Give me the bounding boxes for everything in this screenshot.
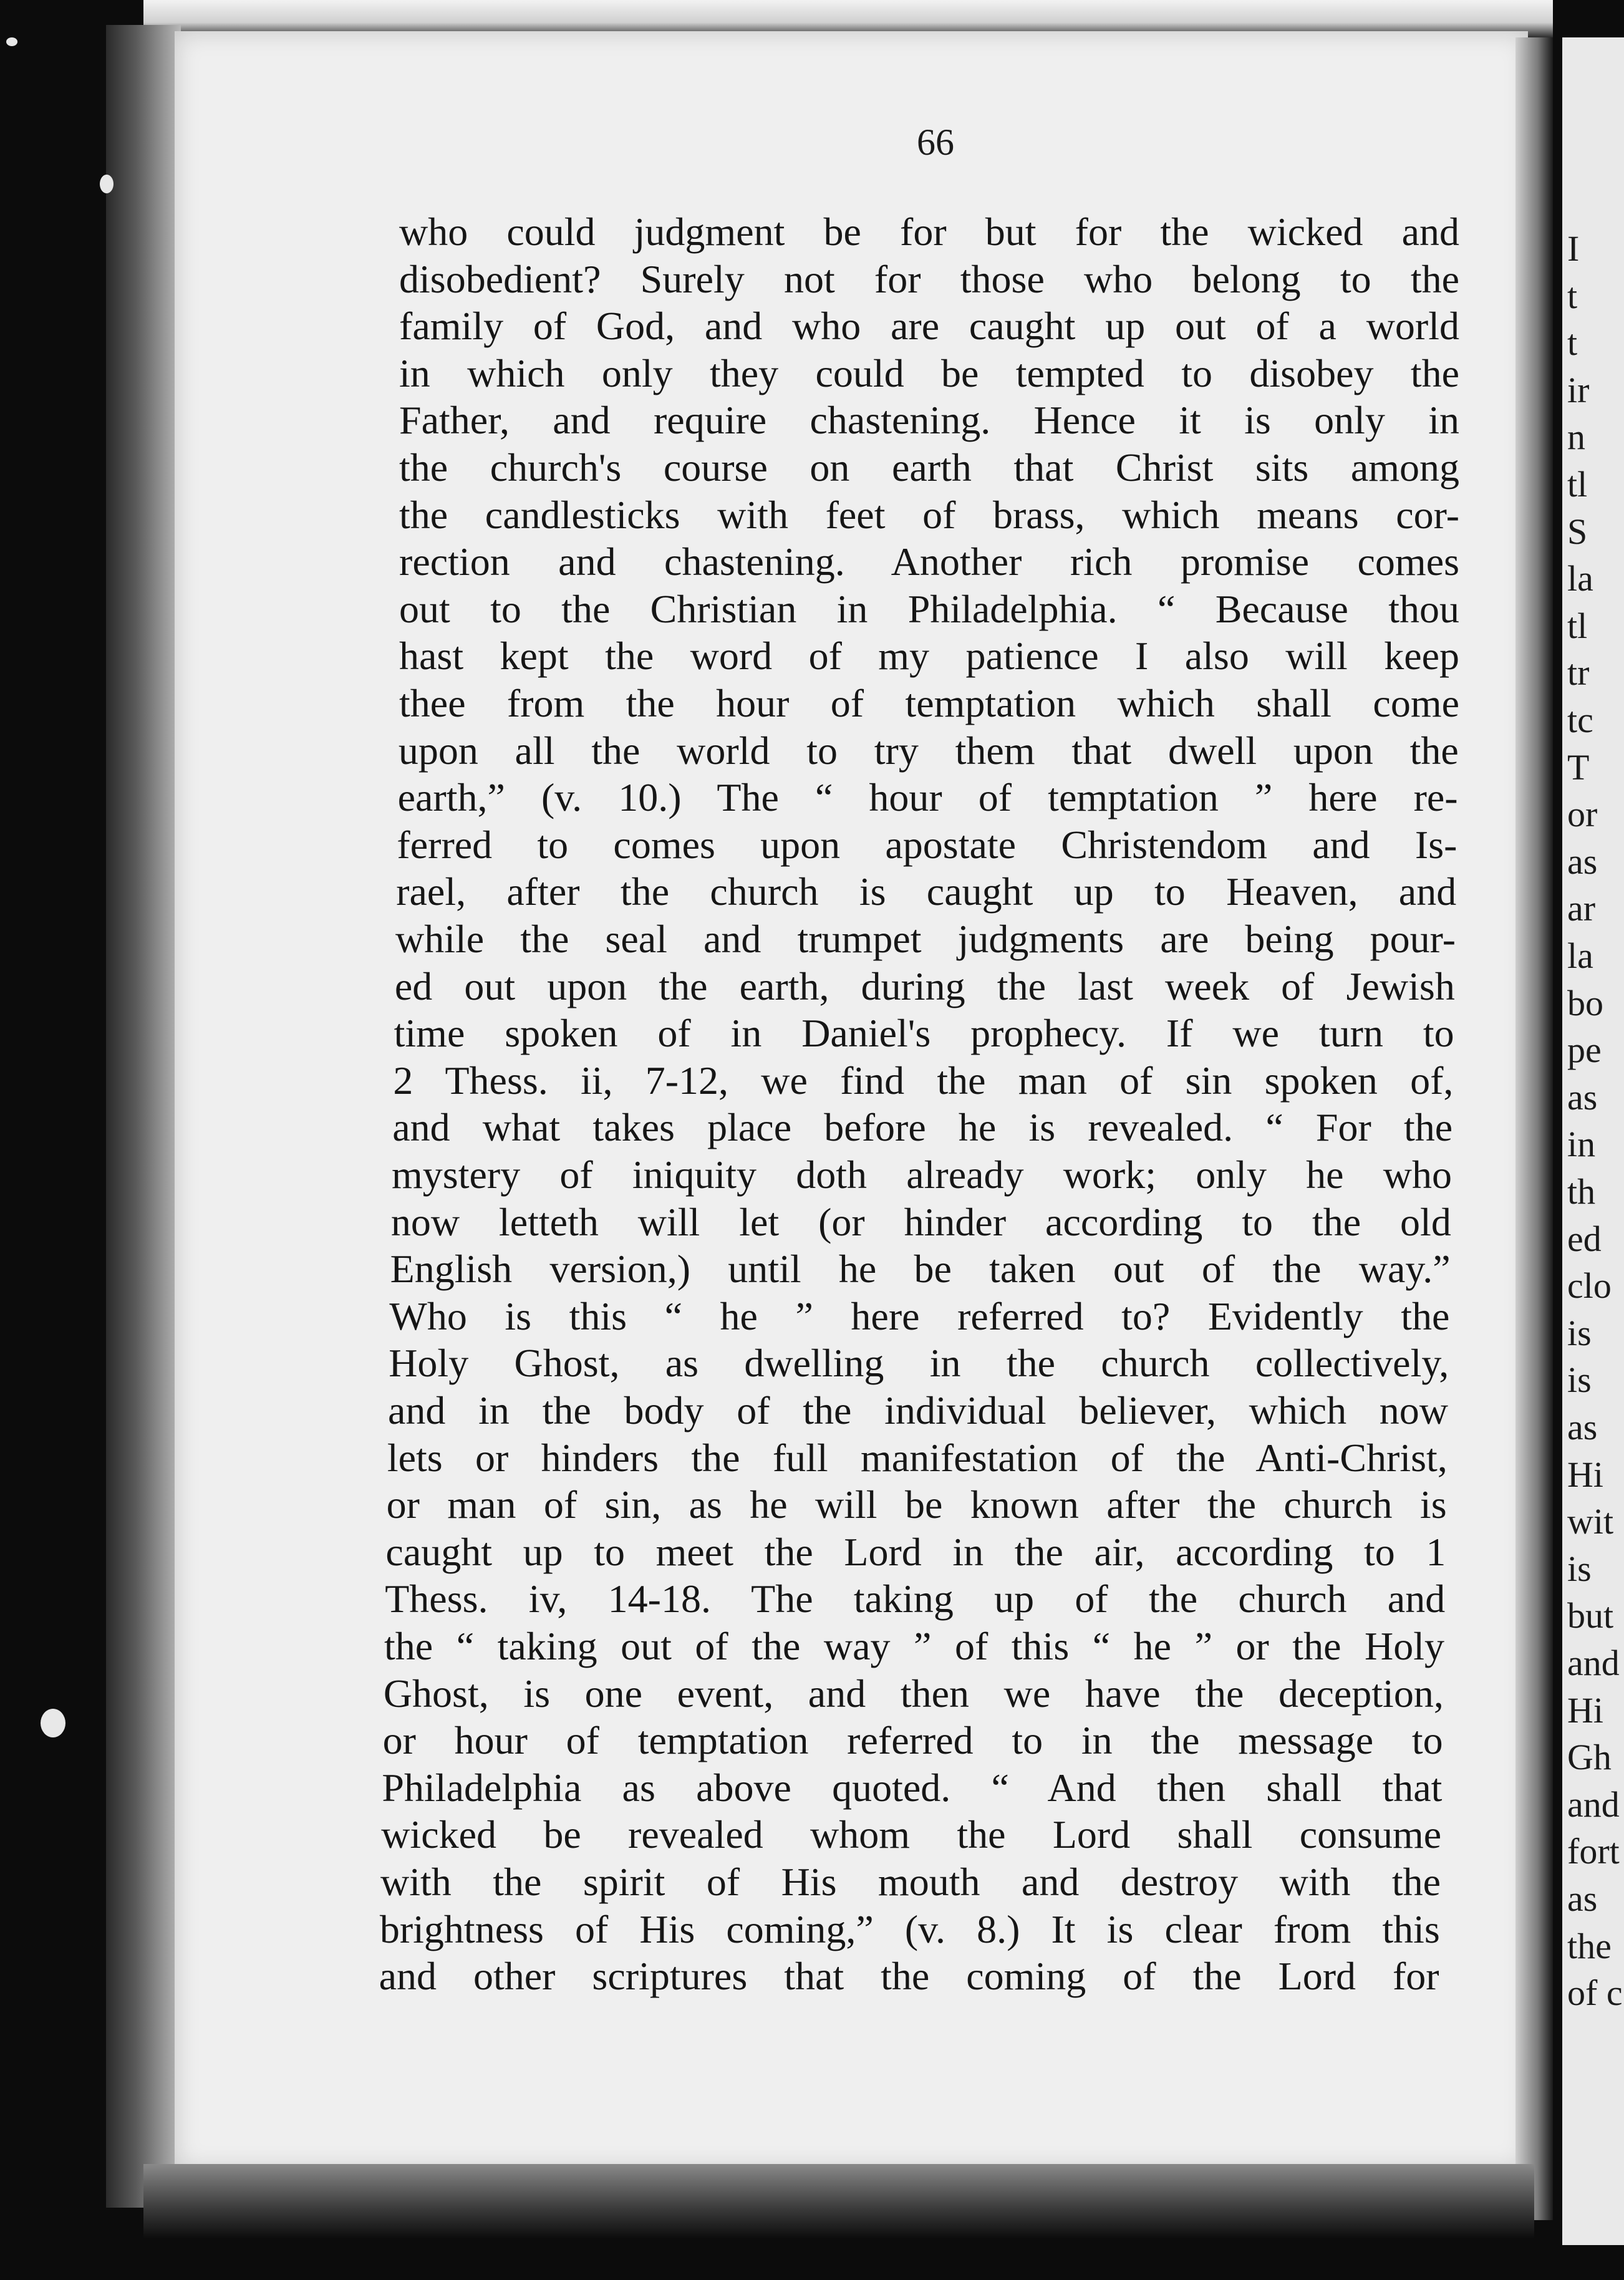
facing-text-fragment: as: [1567, 1878, 1598, 1919]
text-line: time spoken of in Daniel's prophecy. If we turn to: [394, 1011, 1454, 1056]
facing-text-fragment: t: [1567, 275, 1578, 316]
text-line: rael, after the church is caught up to Heaven, and: [396, 869, 1457, 914]
facing-text-fragment: n: [1567, 417, 1585, 458]
facing-text-fragment: is: [1567, 1548, 1592, 1589]
bottom-page-shadow: [143, 2164, 1534, 2239]
facing-text-fragment: or: [1567, 794, 1598, 835]
facing-text-fragment: as: [1567, 841, 1598, 882]
facing-text-fragment: S: [1567, 511, 1588, 552]
scan-speck: [41, 1709, 65, 1737]
facing-text-fragment: as: [1567, 1407, 1598, 1447]
facing-text-fragment: of c: [1567, 1973, 1623, 2014]
facing-text-fragment: Hi: [1567, 1454, 1603, 1495]
text-line: disobedient? Surely not for those who belong to the: [399, 256, 1459, 301]
text-line: mystery of iniquity doth already work; only he who: [392, 1152, 1452, 1197]
text-line: or hour of temptation referred to in the message to: [382, 1718, 1443, 1763]
facing-text-fragment: pe: [1567, 1030, 1602, 1071]
facing-text-fragment: t: [1567, 322, 1578, 364]
facing-text-fragment: T: [1567, 746, 1590, 788]
text-line: with the spirit of His mouth and destroy with the: [380, 1860, 1441, 1904]
facing-text-fragment: and: [1567, 1784, 1620, 1825]
facing-text-fragment: la: [1567, 558, 1593, 599]
text-line: Who is this “ he ” here referred to? Evidently the: [389, 1293, 1450, 1338]
text-line: Ghost, is one event, and then we have the deception,: [383, 1671, 1444, 1716]
left-book-edge: [106, 25, 181, 2208]
text-line: in which only they could be tempted to disobey the: [399, 350, 1459, 395]
text-line: and what takes place before he is revealed. “ For the: [392, 1105, 1453, 1150]
text-line: ed out upon the earth, during the last week of Jewish: [394, 964, 1455, 1008]
page-gutter-shadow: [1515, 37, 1553, 2220]
facing-text-fragment: in: [1567, 1124, 1596, 1165]
scan-speck: [100, 175, 114, 193]
text-line: Father, and require chastening. Hence it is only in: [399, 398, 1459, 443]
text-line: out to the Christian in Philadelphia. “ Because thou: [399, 586, 1459, 631]
facing-text-fragment: is: [1567, 1312, 1592, 1353]
text-line: upon all the world to try them that dwell upon the: [398, 728, 1459, 773]
facing-text-fragment: ir: [1567, 369, 1590, 410]
text-line: thee from the hour of temptation which shall come: [399, 681, 1459, 725]
text-line: hast kept the word of my patience I also will keep: [399, 634, 1459, 679]
text-line: brightness of His coming,” (v. 8.) It is clear from this: [379, 1906, 1440, 1951]
facing-text-fragment: the: [1567, 1925, 1612, 1966]
facing-text-fragment: clo: [1567, 1265, 1612, 1307]
facing-text-fragment: la: [1567, 935, 1593, 976]
facing-text-fragment: is: [1567, 1360, 1592, 1401]
text-line: Philadelphia as above quoted. “ And then shall that: [382, 1765, 1443, 1810]
facing-text-fragment: ed: [1567, 1218, 1602, 1259]
text-line: while the seal and trumpet judgments are being pour-: [395, 917, 1456, 961]
text-line: who could judgment be for but for the wicked and: [399, 210, 1459, 254]
text-line: lets or hinders the full manifestation of the Anti-Christ,: [387, 1435, 1448, 1480]
text-line: caught up to meet the Lord in the air, according to 1: [385, 1529, 1446, 1574]
text-line: 2 Thess. ii, 7-12, we find the man of sin spoken of,: [393, 1058, 1454, 1103]
text-line: Holy Ghost, as dwelling in the church collectively,: [389, 1341, 1449, 1386]
text-line: now letteth will let (or hinder according to the old: [390, 1199, 1451, 1244]
text-line: rection and chastening. Another rich promise comes: [399, 539, 1459, 584]
text-line: wicked be revealed whom the Lord shall consume: [381, 1812, 1442, 1857]
text-line: and in the body of the individual believer, which now: [388, 1388, 1448, 1432]
facing-text-fragment: ar: [1567, 888, 1596, 929]
text-line: Thess. iv, 14-18. The taking up of the church and: [385, 1577, 1446, 1621]
text-line: the “ taking out of the way ” of this “ he ” or the Holy: [384, 1624, 1444, 1668]
facing-page: [1562, 37, 1624, 2245]
facing-text-fragment: and: [1567, 1643, 1620, 1683]
facing-text-fragment: tr: [1567, 652, 1590, 693]
facing-text-fragment: Hi: [1567, 1689, 1603, 1731]
facing-text-fragment: as: [1567, 1076, 1598, 1118]
facing-text-fragment: I: [1567, 228, 1580, 269]
page-number: 66: [917, 122, 954, 163]
text-line: English version,) until he be taken out of the way.”: [390, 1247, 1451, 1292]
text-line: the candlesticks with feet of brass, which means cor-: [399, 492, 1459, 537]
text-line: earth,” (v. 10.) The “ hour of temptation ” here re-: [397, 775, 1458, 820]
text-line: ferred to comes upon apostate Christendom and Is-: [397, 822, 1457, 867]
facing-text-fragment: bo: [1567, 982, 1603, 1023]
text-line: or man of sin, as he will be known after the church is: [386, 1482, 1447, 1527]
facing-text-fragment: tl: [1567, 464, 1588, 505]
facing-text-fragment: but: [1567, 1595, 1614, 1636]
facing-text-fragment: tc: [1567, 700, 1593, 740]
text-line: family of God, and who are caught up out of a world: [399, 304, 1459, 349]
facing-text-fragment: th: [1567, 1171, 1596, 1212]
scan-speck: [6, 37, 17, 46]
facing-text-fragment: fort: [1567, 1831, 1620, 1872]
facing-text-fragment: Gh: [1567, 1737, 1612, 1778]
facing-text-fragment: wit: [1567, 1501, 1614, 1542]
facing-text-fragment: tl: [1567, 605, 1588, 646]
text-line: and other scriptures that the coming of the Lord for: [379, 1954, 1439, 1999]
text-line: the church's course on earth that Christ sits among: [399, 445, 1459, 490]
